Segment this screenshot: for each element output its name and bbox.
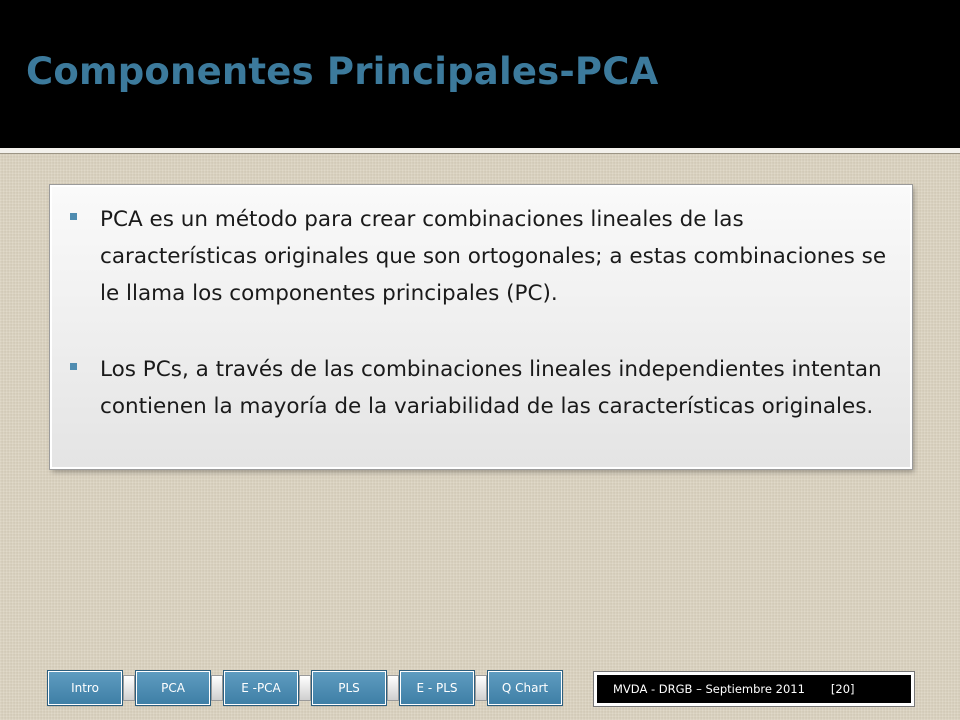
bullet-square-icon bbox=[70, 213, 77, 220]
footer-inner bbox=[597, 675, 911, 703]
slide-title: Componentes Principales-PCA bbox=[26, 50, 659, 93]
nav-button-pls[interactable]: PLS bbox=[312, 671, 386, 705]
nav-separator bbox=[123, 675, 135, 701]
content-box bbox=[50, 185, 912, 469]
bullet-square-icon bbox=[70, 363, 77, 370]
nav-separator bbox=[475, 675, 487, 701]
bullet-item bbox=[70, 201, 890, 312]
nav-button-intro[interactable]: Intro bbox=[48, 671, 122, 705]
nav-separator bbox=[387, 675, 399, 701]
bullet-item bbox=[70, 351, 890, 425]
footer bbox=[593, 671, 915, 707]
nav-separator bbox=[211, 675, 223, 701]
nav-button-e-pca[interactable]: E -PCA bbox=[224, 671, 298, 705]
footer-text: MVDA - DRGB – Septiembre 2011 bbox=[613, 682, 805, 696]
nav-separator bbox=[299, 675, 311, 701]
title-divider bbox=[0, 148, 960, 154]
nav-button-q-chart[interactable]: Q Chart bbox=[488, 671, 562, 705]
bullet-text: PCA es un método para crear combinaciones lineales de las características originales que son ortogonales; a estas combinaciones se le llama los componentes principales (PC). bbox=[100, 207, 887, 306]
page-number: [20] bbox=[830, 682, 855, 696]
nav-button-pca[interactable]: PCA bbox=[136, 671, 210, 705]
bullet-text: Los PCs, a través de las combinaciones lineales independientes intentan contienen la mayoría de la variabilidad de las características originales. bbox=[100, 357, 882, 419]
nav-button-e-pls[interactable]: E - PLS bbox=[400, 671, 474, 705]
title-bar bbox=[0, 0, 960, 148]
